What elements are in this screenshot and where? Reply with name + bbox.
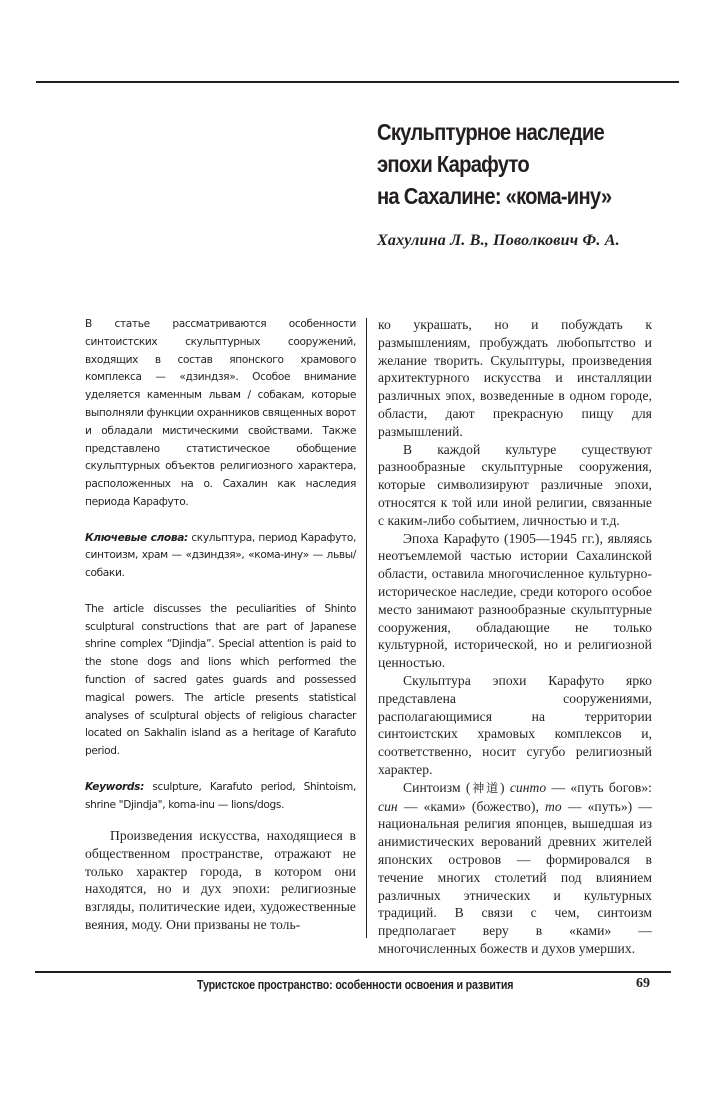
keywords-ru-label: Ключевые слова: xyxy=(85,531,188,544)
page-number: 69 xyxy=(636,976,650,991)
abstract-ru: В статье рассматриваются особенности синтоистских скульптурных сооружений, входящих в состав японского храмового комплекса — «дзиндзя». Особое внимание уделяется каменным львам / собакам, которые выполняли функции охранников священных ворот и обладали мистическими свойствами. Также представлено статистическое обобщение скульптурных объектов религиозного характера, расположенных на о. Сахалин как наследия периода Карафуто. xyxy=(85,318,356,508)
text-run: ) xyxy=(499,779,510,795)
keywords-en xyxy=(85,779,356,815)
keywords-en-text: sculpture, Karafuto period, Shintoism, shrine "Djindja", koma-inu — lions/dogs. xyxy=(85,780,356,811)
body-paragraph-4: Скульптура эпохи Карафуто ярко представлена сооружениями, располагающимися на территории синтоистских храмовых комплексов и, соответственно, носит сугубо религиозный характер. xyxy=(378,672,652,777)
italic-term: то xyxy=(545,798,562,814)
authors: Хахулина Л. В., Поволкович Ф. А. xyxy=(377,232,620,249)
keywords-en-label: Keywords: xyxy=(85,780,144,793)
running-footer-title: Туристское пространство: особенности освоения и развития xyxy=(197,977,514,992)
text-run: — «путь богов»: xyxy=(546,779,653,795)
kanji-shinto: 神道 xyxy=(470,780,500,795)
body-paragraph-1-continued: ко украшать, но и побуждать к размышлениям, пробуждать любопытство и желание творить. Скульптуры, произведения архитектурного искусства и инсталляции различных эпох, возведенные в одном городе, области, дают прекрасную пищу для размышлений. xyxy=(378,317,652,439)
body-right-column xyxy=(378,316,652,958)
title-line-1: Скульптурное наследие xyxy=(377,119,605,145)
text-run: — «путь») — национальная религия японцев, вышедшая из анимистических верований древних жителей японских островов — формировался в течение многих столетий под влиянием различных этнических и культурных традиций. В связи с чем, синтоизм предполагает веру в «ками» —многочисленных божеств и духов умерших. xyxy=(378,798,652,956)
body-paragraph-1: Произведения искусства, находящиеся в общественном пространстве, отражают не только характер города, в котором они находятся, но и дух эпохи: религиозные взгляды, политические идеи, художественные веяния, моду. Они призваны не толь- xyxy=(85,828,356,932)
abstract-column xyxy=(85,316,356,814)
title-line-3: на Сахалине: «кома-ину» xyxy=(377,183,612,209)
article-title xyxy=(377,116,644,212)
text-run: Синтоизм ( xyxy=(403,779,471,795)
abstract-en: The article discusses the peculiarities of Shinto sculptural constructions that are part of Japanese shrine complex “Djindja”. Special attention is paid to the stone dogs and lions which performed the function of sacred gates guards and possessed magical powers. The article presents statistical analyses of sculptural objects of religious character located on Sakhalin island as a heritage of Karafuto period. xyxy=(85,602,356,758)
text-run: — «ками» (божество), xyxy=(397,798,546,814)
body-paragraph-3: Эпоха Карафуто (1905—1945 гг.), являясь неотъемлемой частью истории Сахалинской области, оставила многочисленное культурно-историческое наследие, среди которого особое место занимают разнообразные скульптурные сооружения, обладающие не только культурной, исторической, но и религиозной ценностью. xyxy=(378,530,652,671)
italic-term: синто xyxy=(509,779,547,795)
body-left-column xyxy=(85,827,356,934)
body-paragraph-2: В каждой культуре существуют разнообразные скульптурные сооружения, которые символизируют различные эпохи, относятся к той или иной религии, связанные с каким-либо событием, личностью и т.д. xyxy=(378,441,652,528)
italic-term: син xyxy=(378,798,398,814)
keywords-ru-text: скульптура, период Карафуто, синтоизм, храм — «дзиндзя», «кома-ину» — львы/собаки. xyxy=(85,531,356,580)
body-paragraph-5 xyxy=(378,779,652,958)
keywords-ru xyxy=(85,530,356,583)
header-rule xyxy=(36,81,679,83)
footer-rule xyxy=(35,971,671,973)
column-divider xyxy=(366,318,367,938)
title-line-2: эпохи Карафуто xyxy=(377,151,529,177)
